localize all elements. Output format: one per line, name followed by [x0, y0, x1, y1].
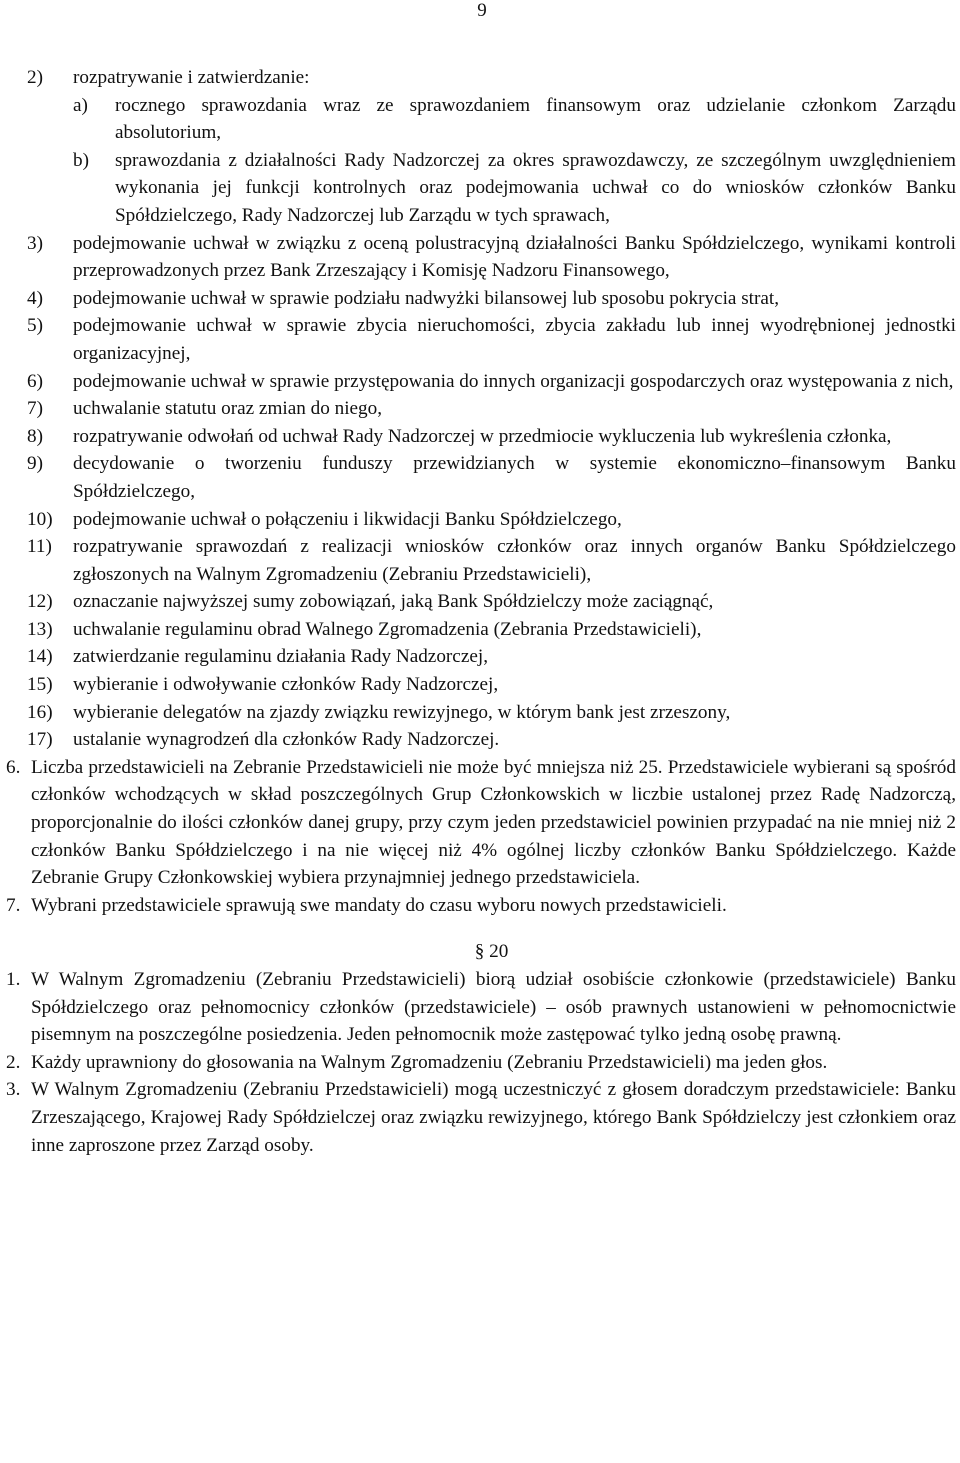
list-item-text: podejmowanie uchwał w sprawie podziału nadwyżki bilansowej lub sposobu pokrycia strat, — [73, 287, 780, 309]
list-item — [27, 285, 956, 313]
paragraph — [6, 1076, 956, 1159]
paragraph-number: 1. — [6, 969, 21, 990]
list-item-number: 17) — [27, 729, 53, 751]
paragraph-text: Każdy uprawniony do głosowania na Walnym Zgromadzeniu (Zebraniu Przedstawicieli) ma jeden głos. — [31, 1051, 828, 1073]
list-item-text: rozpatrywanie i zatwierdzanie: — [73, 67, 310, 88]
list-item — [27, 395, 956, 423]
list-item-number: 11) — [27, 536, 52, 558]
paragraphs-list-b — [6, 966, 956, 1159]
list-item — [27, 450, 956, 505]
list-item-number: 8) — [27, 425, 43, 447]
list-item-number: 6) — [27, 370, 43, 392]
list-item — [27, 230, 956, 285]
list-item-text: zatwierdzanie regulaminu działania Rady Nadzorczej, — [73, 646, 488, 668]
sub-item-letter: b) — [73, 149, 89, 171]
sub-list-item — [27, 92, 956, 147]
list-item-number: 5) — [27, 315, 43, 337]
list-item-text: oznaczanie najwyższej sumy zobowiązań, jaką Bank Spółdzielczy może zaciągnąć, — [73, 591, 714, 613]
list-item-number: 16) — [27, 701, 53, 723]
document-page — [6, 64, 956, 1159]
list-item-text: uchwalanie regulaminu obrad Walnego Zgromadzenia (Zebrania Przedstawicieli), — [73, 618, 702, 640]
list-item — [27, 671, 956, 699]
sub-list-item — [27, 147, 956, 230]
page-number: 9 — [477, 0, 487, 21]
list-item-number: 14) — [27, 646, 53, 668]
list-item — [27, 616, 956, 644]
list-item-text: rozpatrywanie odwołań od uchwał Rady Nadzorczej w przedmiocie wykluczenia lub wykreślenia członka, — [73, 425, 892, 447]
list-item-number: 15) — [27, 674, 53, 696]
paragraph-text: Liczba przedstawicieli na Zebranie Przedstawicieli nie może być mniejsza niż 25. Przedstawiciele wybierani są spośród członków wchodzących w skład poszczególnych Grup Członkowskich w liczbie ustalonej przez Radę Nadzorczą, proporcjonalnie do ilości członków danej grupy, przy czym jeden przedstawiciel powinien przypadać na nie mniej niż 2 członków Banku Spółdzielczego i na nie więcej niż 4% ogólnej liczby członków Banku Spółdzielczego. Każde Zebranie Grupy Członkowskiej wybiera przynajmniej jednego przedstawiciela. — [31, 756, 956, 889]
paragraphs-list-a — [6, 754, 956, 920]
list-item — [27, 699, 956, 727]
sub-items-list — [27, 92, 956, 230]
list-item-text: ustalanie wynagrodzeń dla członków Rady Nadzorczej. — [73, 729, 500, 751]
section-symbol: § — [474, 941, 485, 963]
list-item — [27, 588, 956, 616]
list-item — [27, 368, 956, 396]
list-item — [27, 533, 956, 588]
paragraph-number: 3. — [6, 1079, 21, 1101]
paragraph-number: 6. — [6, 756, 21, 778]
sub-item-letter: a) — [73, 94, 88, 116]
list-item-text: podejmowanie uchwał w sprawie zbycia nieruchomości, zbycia zakładu lub innej wyodrębnionej jednostki organizacyjnej, — [73, 315, 956, 364]
paragraph-number: 7. — [6, 894, 21, 916]
list-item-number: 2) — [27, 67, 43, 88]
list-item-text: podejmowanie uchwał o połączeniu i likwidacji Banku Spółdzielczego, — [73, 508, 622, 530]
paragraph-text: Wybrani przedstawiciele sprawują swe mandaty do czasu wyboru nowych przedstawicieli. — [31, 894, 727, 916]
list-item — [27, 423, 956, 451]
list-item-number: 9) — [27, 453, 43, 475]
list-item — [27, 506, 956, 534]
list-item-number: 12) — [27, 591, 53, 613]
section-number: 20 — [489, 941, 509, 963]
paragraph-text: W Walnym Zgromadzeniu (Zebraniu Przedstawicieli) mogą uczestniczyć z głosem doradczym przedstawiciele: Banku Zrzeszającego, Krajowej Rady Spółdzielczej oraz związku rewizyjnego, którego Bank Spółdzielczy jest członkiem oraz inne zaproszone przez Zarząd osoby. — [31, 1079, 956, 1156]
paragraph — [6, 892, 956, 920]
list-item — [27, 643, 956, 671]
paragraph-number: 2. — [6, 1051, 21, 1073]
paragraph — [6, 1049, 956, 1077]
list-items-b — [27, 230, 956, 754]
list-item-text: decydowanie o tworzeniu funduszy przewidzianych w systemie ekonomiczno–finansowym Banku Spółdzielczego, — [73, 453, 956, 502]
section-heading — [27, 938, 956, 966]
list-item — [27, 64, 956, 92]
sub-item-text: rocznego sprawozdania wraz ze sprawozdaniem finansowym oraz udzielanie członkom Zarządu absolutorium, — [115, 94, 956, 144]
list-item-number: 10) — [27, 508, 53, 530]
list-item-number: 3) — [27, 232, 43, 254]
list-item — [27, 726, 956, 754]
list-items-a — [27, 64, 956, 92]
sub-item-text: sprawozdania z działalności Rady Nadzorczej za okres sprawozdawczy, ze szczególnym uwzględnieniem wykonania jej funkcji kontrolnych oraz podejmowania uchwał co do wniosków członków Banku Spółdzielczego, Rady Nadzorczej lub Zarządu w tych sprawach, — [115, 149, 956, 226]
list-item-text: podejmowanie uchwał w sprawie przystępowania do innych organizacji gospodarczych oraz występowania z nich, — [73, 370, 954, 392]
list-item-number: 7) — [27, 398, 43, 420]
paragraph — [6, 966, 956, 1049]
list-item-text: wybieranie i odwoływanie członków Rady Nadzorczej, — [73, 674, 499, 696]
list-item-text: uchwalanie statutu oraz zmian do niego, — [73, 398, 383, 420]
list-item-text: podejmowanie uchwał w związku z oceną polustracyjną działalności Banku Spółdzielczego, wynikami kontroli przeprowadzonych przez Bank Zrzeszający i Komisję Nadzoru Finansowego, — [73, 232, 956, 282]
paragraph — [6, 754, 956, 892]
list-item-text: rozpatrywanie sprawozdań z realizacji wniosków członków oraz innych organów Banku Spółdzielczego zgłoszonych na Walnym Zgromadzeniu (Zebraniu Przedstawicieli), — [73, 536, 956, 585]
paragraph-text: W Walnym Zgromadzeniu (Zebraniu Przedstawicieli) biorą udział osobiście członkowie (przedstawiciele) Banku Spółdzielczego oraz pełnomocnicy członków (przedstawiciele) – osób prawnych ustanowieni w pełnomocnictwie pisemnym na poszczególne posiedzenia. Jeden pełnomocnik może zastępować tylko jedną osobę prawną. — [31, 969, 956, 1046]
list-item-number: 4) — [27, 287, 43, 309]
list-item-number: 13) — [27, 618, 53, 640]
list-item — [27, 312, 956, 367]
list-item-text: wybieranie delegatów na zjazdy związku rewizyjnego, w którym bank jest zrzeszony, — [73, 701, 731, 723]
